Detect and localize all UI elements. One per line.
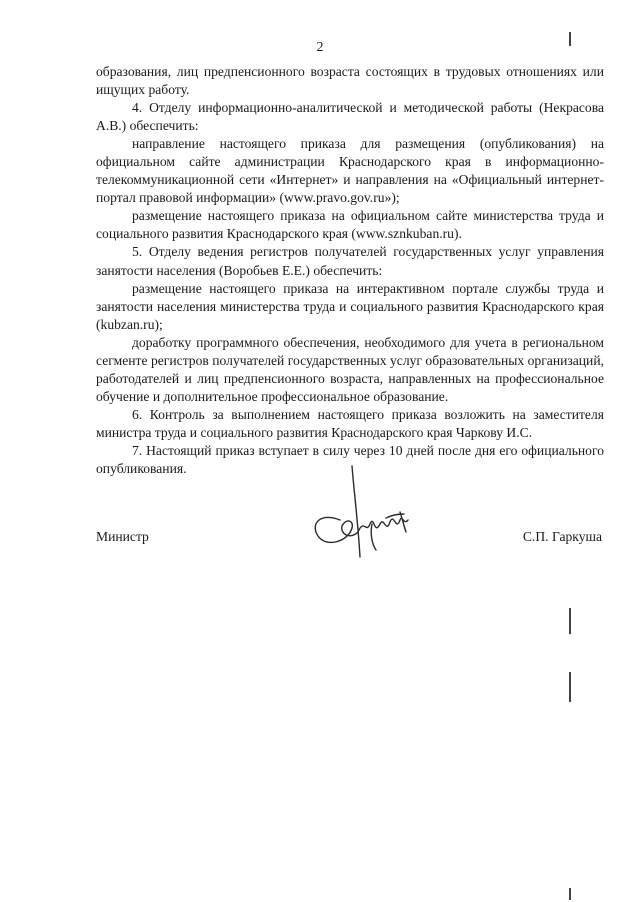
handwritten-signature-icon [300,462,430,572]
scan-artifact-line [569,608,571,634]
paragraph-item-5: 5. Отделу ведения регистров получателей государственных услуг управления занятости населения (Воробьев Е.Е.) обеспечить: [96,244,604,278]
signatory-title: Министр [96,529,149,544]
page-number: 2 [316,40,324,55]
document-body [96,63,604,478]
paragraph-item-5-subitem-1: размещение настоящего приказа на интерактивном портале службы труда и занятости населения министерства труда и социального развития Краснодарского края (kubzan.ru); [96,280,604,332]
paragraph-item-6: 6. Контроль за выполнением настоящего приказа возложить на заместителя министра труда и социального развития Краснодарского края Чаркову И.С. [96,406,604,440]
paragraph-item-4-subitem-1: направление настоящего приказа для размещения (опубликования) на официальном сайте администрации Краснодарского края в информационно-телекоммуникационной сети «Интернет» и направления на «Официальный интернет-портал правовой информации» (www.pravo.gov.ru»); [96,136,604,206]
scan-artifact-line [569,672,571,702]
paragraph-item-4: 4. Отделу информационно-аналитической и методической работы (Некрасова А.В.) обеспечить: [96,100,604,134]
paragraph-item-7: 7. Настоящий приказ вступает в силу через 10 дней после дня его официального опубликования. [96,442,604,477]
paragraph-item-4-subitem-2: размещение настоящего приказа на официальном сайте министерства труда и социального развития Краснодарского края (www.sznkuban.ru). [96,208,604,242]
signatory-name: С.П. Гаркуша [522,529,602,544]
paragraph-continuation: образования, лиц предпенсионного возраста состоящих в трудовых отношениях или ищущих работу. [96,64,604,98]
paragraph-item-5-subitem-2: доработку программного обеспечения, необходимого для учета в региональном сегменте регистров получателей государственных услуг образовательных организаций, работодателей и лиц предпенсионного возраста, направленных на профессиональное обучение и дополнительное профессиональное образование. [96,334,604,404]
scan-artifact-line [569,888,571,900]
scan-artifact-line [569,32,571,46]
